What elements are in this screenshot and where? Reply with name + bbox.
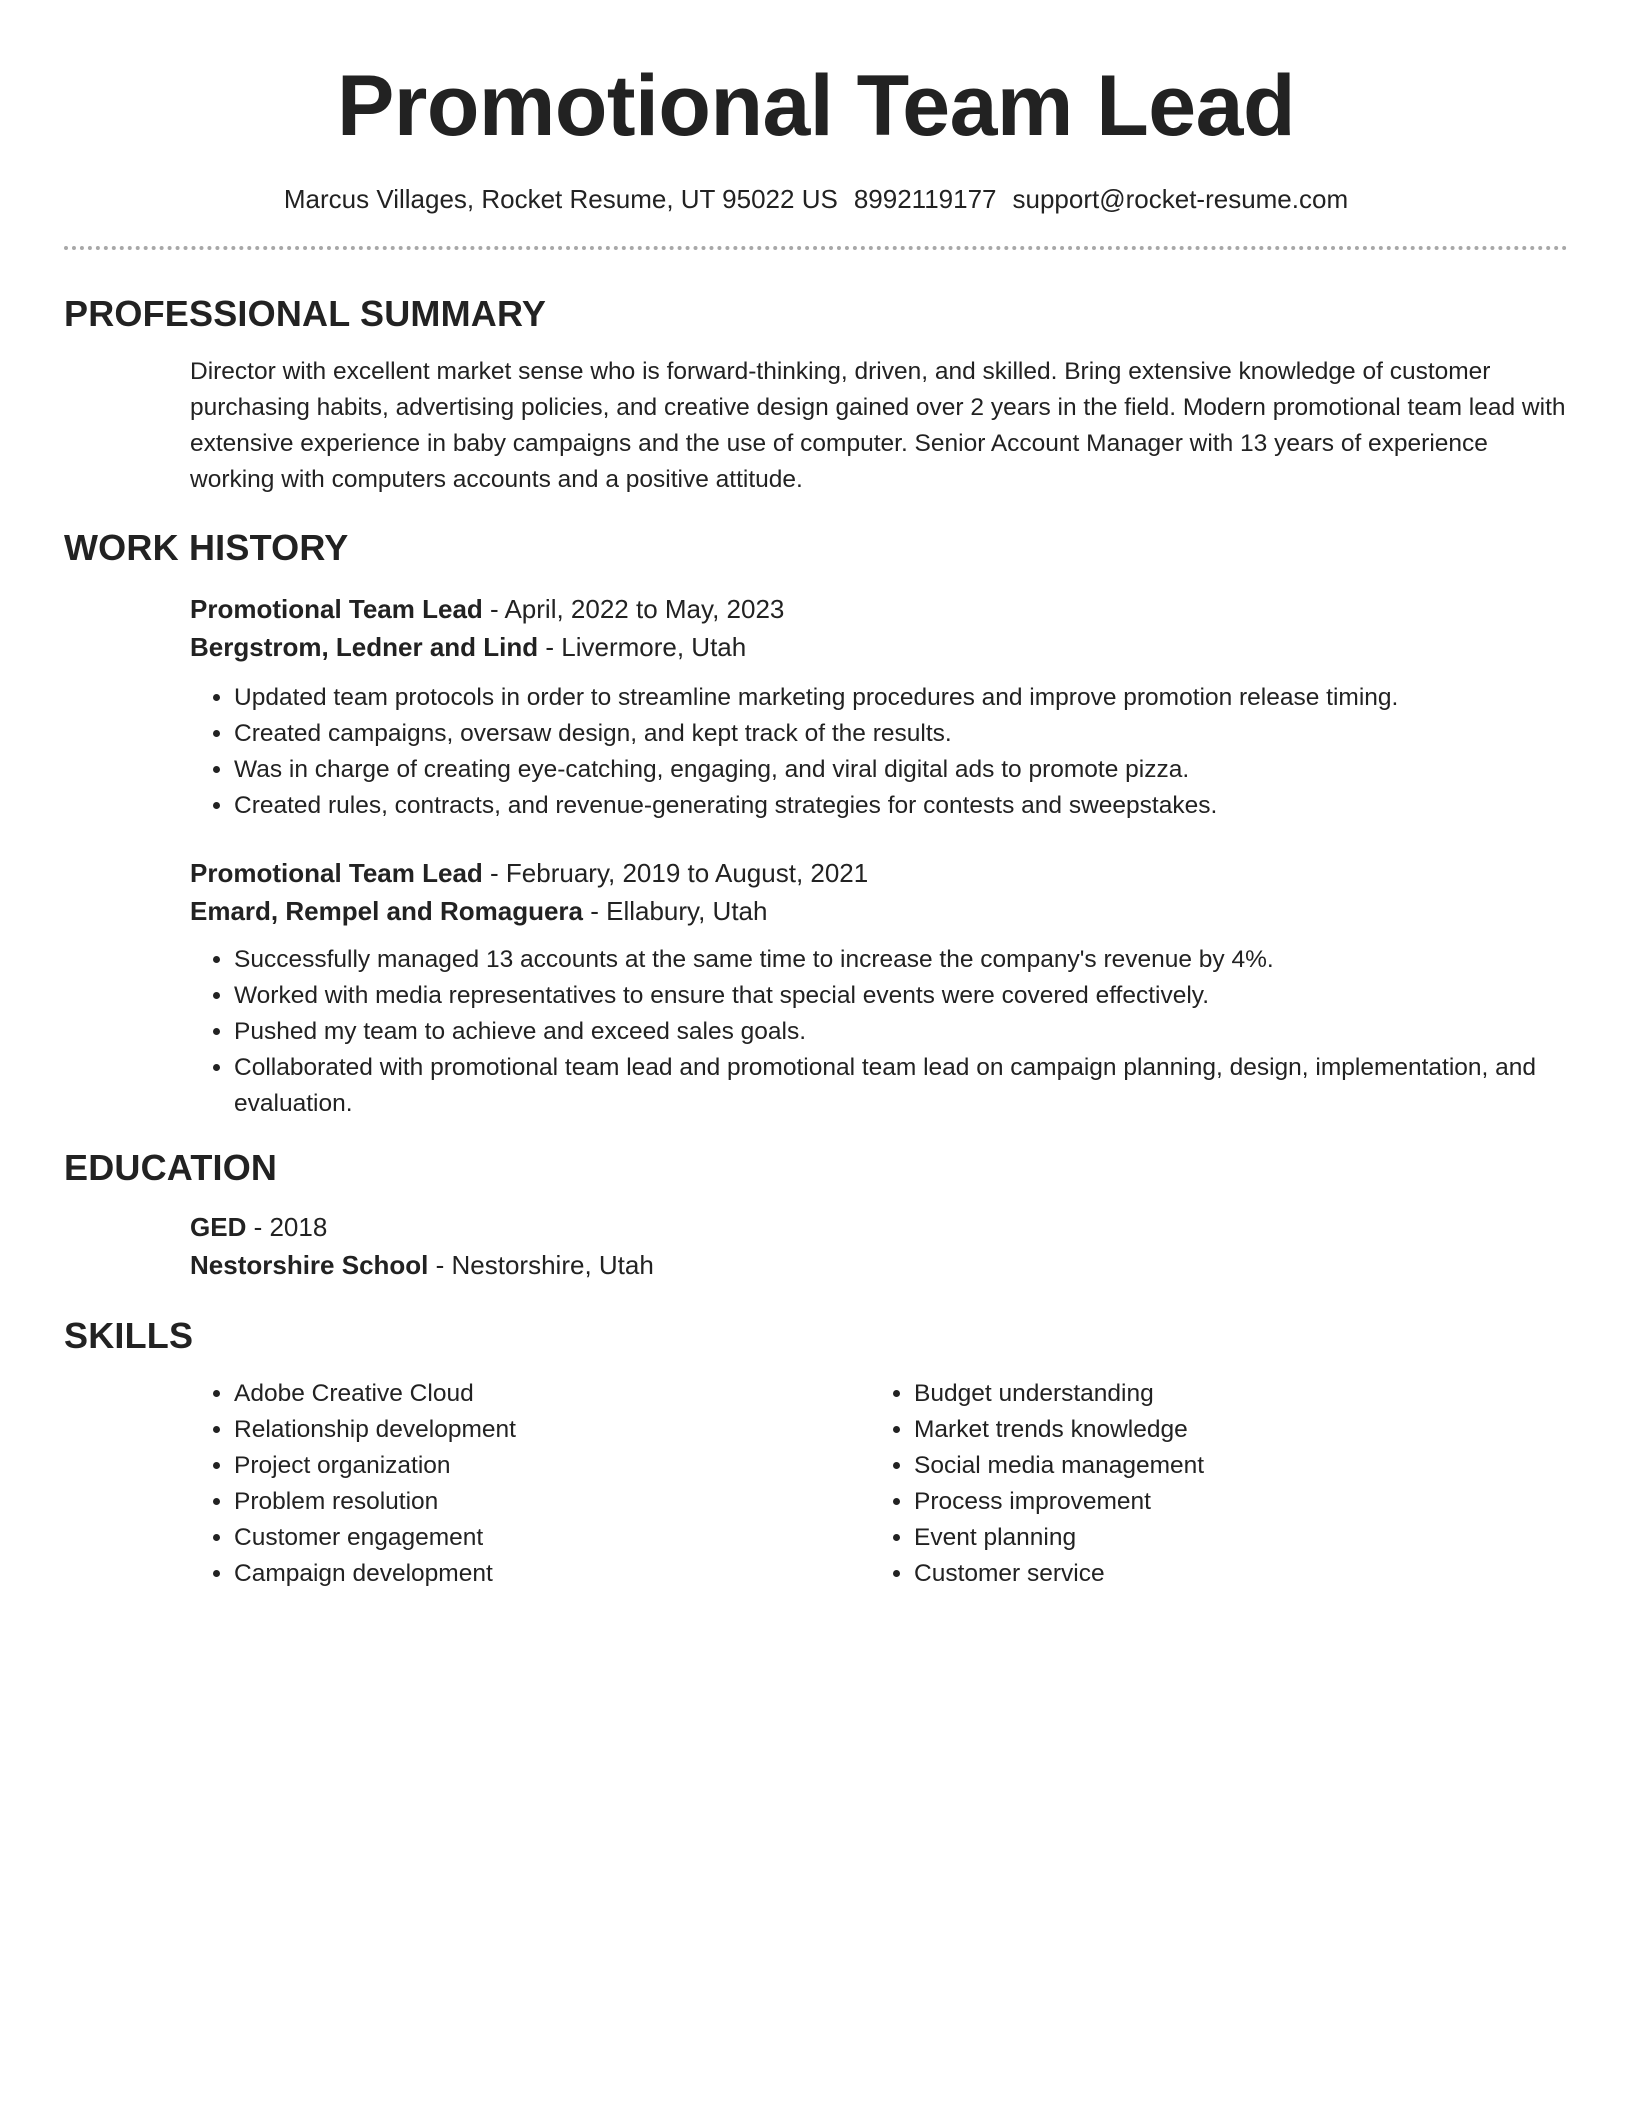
education-location: - Nestorshire, Utah xyxy=(428,1250,654,1280)
job-bullets xyxy=(190,680,1568,824)
job-bullet: • Created campaigns, oversaw design, and kept track of the results. xyxy=(234,716,1568,752)
contact-email: support@rocket-resume.com xyxy=(1012,184,1349,214)
skills-list-right xyxy=(870,1376,1554,1592)
skill-item: • Budget understanding xyxy=(914,1376,1554,1412)
contact-phone: 8992119177 xyxy=(853,184,997,214)
job-location: - Ellabury, Utah xyxy=(583,896,768,926)
resume-title: Promotional Team Lead xyxy=(337,58,1295,154)
job-bullets xyxy=(190,942,1568,1122)
education-year: - 2018 xyxy=(246,1212,328,1242)
contact-address: Marcus Villages, Rocket Resume, UT 95022 US xyxy=(283,184,838,214)
education-degree-line xyxy=(190,1208,1568,1246)
job-company-line xyxy=(190,628,1568,666)
job-title: Promotional Team Lead xyxy=(190,594,483,624)
header-divider xyxy=(64,246,1568,250)
job-entry xyxy=(190,854,1568,1122)
skill-item: • Adobe Creative Cloud xyxy=(234,1376,870,1412)
job-location: - Livermore, Utah xyxy=(538,632,747,662)
job-bullet: • Was in charge of creating eye-catching, engaging, and viral digital ads to promote pizza. xyxy=(234,752,1568,788)
skill-item: • Project organization xyxy=(234,1448,870,1484)
job-title-line xyxy=(190,854,1568,892)
job-company: Emard, Rempel and Romaguera xyxy=(190,896,583,926)
work-heading: WORK HISTORY xyxy=(64,527,349,568)
job-entry xyxy=(190,590,1568,824)
education-school: Nestorshire School xyxy=(190,1250,429,1280)
skill-item: • Event planning xyxy=(914,1520,1554,1556)
job-bullet: • Created rules, contracts, and revenue-generating strategies for contests and sweepstakes. xyxy=(234,788,1568,824)
skill-item: • Customer engagement xyxy=(234,1520,870,1556)
summary-text: Director with excellent market sense who is forward-thinking, driven, and skilled. Bring extensive knowledge of customer purchasing habits, advertising policies, and creative design gained over 2 years in the field. Modern promotional team lead with extensive experience in baby campaigns and the use of computer. Senior Account Manager with 13 years of experience working with computers accounts and a positive attitude. xyxy=(190,358,1566,493)
contact-line xyxy=(64,182,1568,216)
skill-item: • Social media management xyxy=(914,1448,1554,1484)
education-degree: GED xyxy=(190,1212,247,1242)
skills-section xyxy=(64,1314,1568,1592)
work-section xyxy=(64,526,1568,1122)
skill-item: • Problem resolution xyxy=(234,1484,870,1520)
summary-heading: PROFESSIONAL SUMMARY xyxy=(64,293,547,334)
job-bullet: • Updated team protocols in order to streamline marketing procedures and improve promotion release timing. xyxy=(234,680,1568,716)
skill-item: • Process improvement xyxy=(914,1484,1554,1520)
education-section xyxy=(64,1146,1568,1284)
job-bullet: • Worked with media representatives to ensure that special events were covered effectively. xyxy=(234,978,1568,1014)
skill-item: • Customer service xyxy=(914,1556,1554,1592)
skill-item: • Relationship development xyxy=(234,1412,870,1448)
skill-item: • Campaign development xyxy=(234,1556,870,1592)
job-dates: - February, 2019 to August, 2021 xyxy=(482,858,869,888)
job-bullet: • Pushed my team to achieve and exceed sales goals. xyxy=(234,1014,1568,1050)
skills-heading: SKILLS xyxy=(64,1315,194,1356)
job-company-line xyxy=(190,892,1568,930)
job-title-line xyxy=(190,590,1568,628)
job-bullet: • Successfully managed 13 accounts at the same time to increase the company's revenue by 4%. xyxy=(234,942,1568,978)
skills-list-left xyxy=(190,1376,870,1592)
summary-section xyxy=(64,292,1568,498)
job-company: Bergstrom, Ledner and Lind xyxy=(190,632,539,662)
job-bullet: • Collaborated with promotional team lead and promotional team lead on campaign planning, design, implementation, and evaluation. xyxy=(234,1050,1568,1122)
education-school-line xyxy=(190,1246,1568,1284)
job-title: Promotional Team Lead xyxy=(190,858,483,888)
skill-item: • Market trends knowledge xyxy=(914,1412,1554,1448)
job-dates: - April, 2022 to May, 2023 xyxy=(482,594,785,624)
education-heading: EDUCATION xyxy=(64,1147,278,1188)
